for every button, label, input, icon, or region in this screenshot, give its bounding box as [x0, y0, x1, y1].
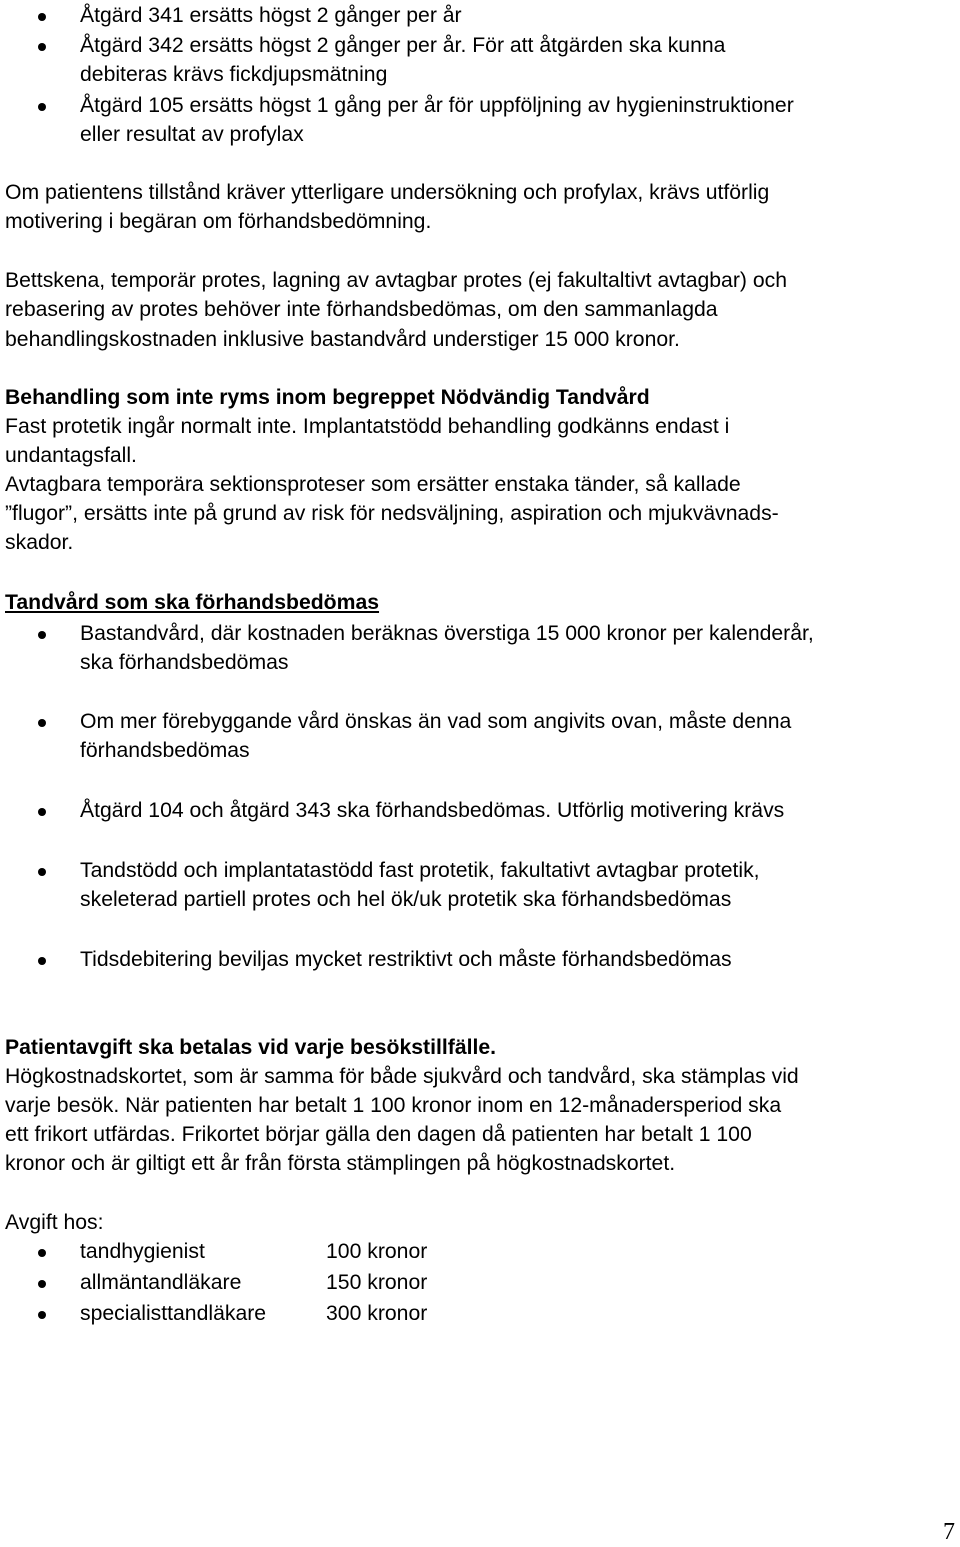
bullet-icon	[38, 631, 46, 639]
list-item-continuation: eller resultat av profylax	[80, 123, 304, 146]
paragraph-line: behandlingskostnaden inklusive bastandvård understiger 15 000 kronor.	[5, 328, 680, 351]
paragraph-line: Fast protetik ingår normalt inte. Implantatstödd behandling godkänns endast i	[5, 415, 730, 438]
list-item-continuation: förhandsbedömas	[80, 739, 250, 762]
fee-role: allmäntandläkare	[80, 1271, 242, 1294]
list-item: Åtgärd 341 ersätts högst 2 gånger per år	[80, 4, 462, 27]
bullet-icon	[38, 13, 46, 21]
fee-role: specialisttandläkare	[80, 1302, 267, 1325]
bullet-icon	[38, 868, 46, 876]
paragraph-line: Bettskena, temporär protes, lagning av avtagbar protes (ej fakultaltivt avtagbar) och	[5, 269, 788, 292]
bullet-icon	[38, 957, 46, 965]
page-number: 7	[943, 1519, 955, 1545]
bullet-icon	[38, 808, 46, 816]
fee-amount: 100 kronor	[326, 1240, 428, 1263]
paragraph-line: kronor och är giltigt ett år från första stämplingen på högkostnadskortet.	[5, 1152, 676, 1175]
paragraph-line: rebasering av protes behöver inte förhandsbedömas, om den sammanlagda	[5, 298, 718, 321]
section-heading: Patientavgift ska betalas vid varje besökstillfälle.	[5, 1036, 497, 1059]
fee-amount: 150 kronor	[326, 1271, 428, 1294]
paragraph-line: varje besök. När patienten har betalt 1 100 kronor inom en 12-månadersperiod ska	[5, 1094, 782, 1117]
fees-label: Avgift hos:	[5, 1211, 104, 1234]
paragraph-line: Om patientens tillstånd kräver ytterligare undersökning och profylax, krävs utförlig	[5, 181, 770, 204]
paragraph-line: undantagsfall.	[5, 444, 137, 467]
paragraph-line: Avtagbara temporära sektionsproteser som ersätter enstaka tänder, så kallade	[5, 473, 741, 496]
fee-role: tandhygienist	[80, 1240, 205, 1263]
paragraph-line: Högkostnadskortet, som är samma för både sjukvård och tandvård, ska stämplas vid	[5, 1065, 799, 1088]
paragraph-line: skador.	[5, 531, 74, 554]
bullet-icon	[38, 43, 46, 51]
list-item: Åtgärd 342 ersätts högst 2 gånger per år. För att åtgärden ska kunna	[80, 34, 726, 57]
fee-amount: 300 kronor	[326, 1302, 428, 1325]
list-item: Åtgärd 105 ersätts högst 1 gång per år för uppföljning av hygieninstruktioner	[80, 94, 794, 117]
list-item-continuation: skeleterad partiell protes och hel ök/uk protetik ska förhandsbedömas	[80, 888, 732, 911]
section-heading: Tandvård som ska förhandsbedömas	[5, 591, 380, 614]
bullet-icon	[38, 1249, 46, 1257]
bullet-icon	[38, 719, 46, 727]
list-item: Om mer förebyggande vård önskas än vad som angivits ovan, måste denna	[80, 710, 792, 733]
paragraph-line: ”flugor”, ersätts inte på grund av risk för nedsväljning, aspiration och mjukvävnads-	[5, 502, 779, 525]
paragraph-line: motivering i begäran om förhandsbedömning.	[5, 210, 432, 233]
list-item: Åtgärd 104 och åtgärd 343 ska förhandsbedömas. Utförlig motivering krävs	[80, 799, 785, 822]
paragraph-line: ett frikort utfärdas. Frikortet börjar gälla den dagen då patienten har betalt 1 100	[5, 1123, 752, 1146]
bullet-icon	[38, 1280, 46, 1288]
list-item: Tidsdebitering beviljas mycket restriktivt och måste förhandsbedömas	[80, 948, 732, 971]
bullet-icon	[38, 103, 46, 111]
list-item-continuation: ska förhandsbedömas	[80, 651, 289, 674]
list-item-continuation: debiteras krävs fickdjupsmätning	[80, 63, 388, 86]
bullet-icon	[38, 1311, 46, 1319]
list-item: Tandstödd och implantatastödd fast protetik, fakultativt avtagbar protetik,	[80, 859, 760, 882]
section-heading: Behandling som inte ryms inom begreppet Nödvändig Tandvård	[5, 386, 650, 409]
list-item: Bastandvård, där kostnaden beräknas överstiga 15 000 kronor per kalenderår,	[80, 622, 814, 645]
